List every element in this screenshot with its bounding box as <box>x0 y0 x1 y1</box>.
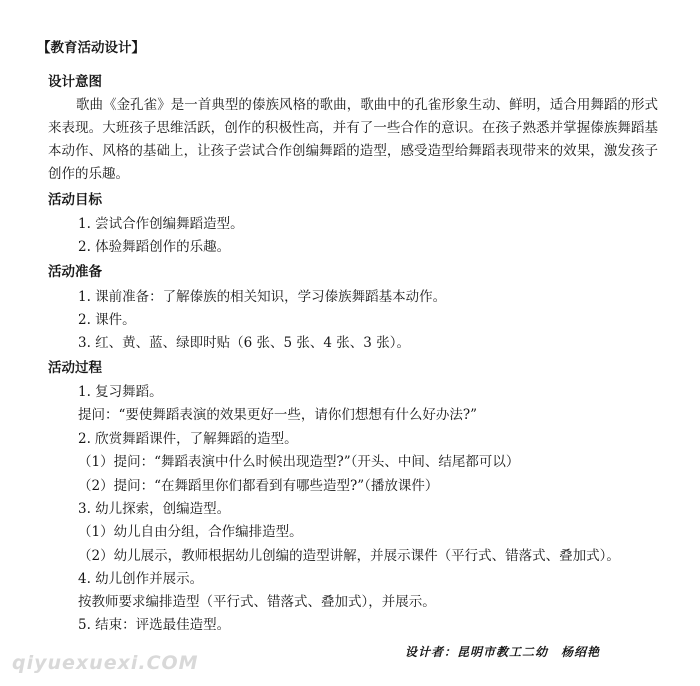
process-line: （1）幼儿自由分组，合作编排造型。 <box>78 524 303 540</box>
goals-heading: 活动目标 <box>48 192 102 208</box>
goal-item: 1. 尝试合作创编舞蹈造型。 <box>78 216 244 232</box>
process-line: （2）提问：“在舞蹈里你们都看到有哪些造型?”（播放课件） <box>78 478 439 494</box>
design-intent-heading: 设计意图 <box>48 74 102 90</box>
preparation-heading: 活动准备 <box>48 264 102 280</box>
preparation-item: 2. 课件。 <box>78 312 136 328</box>
preparation-item: 1. 课前准备：了解傣族的相关知识，学习傣族舞蹈基本动作。 <box>78 289 447 305</box>
process-line: （2）幼儿展示，教师根据幼儿创编的造型讲解，并展示课件（平行式、错落式、叠加式）。 <box>78 548 620 564</box>
process-line: 3. 幼儿探索，创编造型。 <box>78 501 231 517</box>
section-header: 【教育活动设计】 <box>37 40 145 56</box>
goal-item: 2. 体验舞蹈创作的乐趣。 <box>78 239 231 255</box>
process-line: 5. 结束：评选最佳造型。 <box>78 617 231 633</box>
site-watermark: qiyuexuexi.COM <box>12 652 199 674</box>
process-line: 2. 欣赏舞蹈课件，了解舞蹈的造型。 <box>78 431 298 447</box>
designer-credit: 设计者：昆明市教工二幼 杨绍艳 <box>405 645 601 659</box>
design-intent-paragraph: 歌曲《金孔雀》是一首典型的傣族风格的歌曲，歌曲中的孔雀形象生动、鲜明，适合用舞蹈的形式来表现。大班孩子思维活跃，创作的积极性高，并有了一些合作的意识。在孩子熟悉并掌握傣族舞蹈基本动作、风格的基础上，让孩子尝试合作创编舞蹈的造型，感受造型给舞蹈表现带来的效果，激发孩子创作的乐趣。 <box>48 97 658 182</box>
process-line: 按教师要求编排造型（平行式、错落式、叠加式），并展示。 <box>78 594 436 610</box>
process-line: 提问：“要使舞蹈表演的效果更好一些，请你们想想有什么好办法?” <box>78 407 478 423</box>
process-line: 1. 复习舞蹈。 <box>78 384 163 400</box>
process-line: 4. 幼儿创作并展示。 <box>78 571 204 587</box>
process-line: （1）提问：“舞蹈表演中什么时候出现造型?”（开头、中间、结尾都可以） <box>78 454 520 470</box>
process-heading: 活动过程 <box>48 360 102 376</box>
preparation-item: 3. 红、黄、蓝、绿即时贴（6 张、5 张、4 张、3 张）。 <box>78 335 410 351</box>
